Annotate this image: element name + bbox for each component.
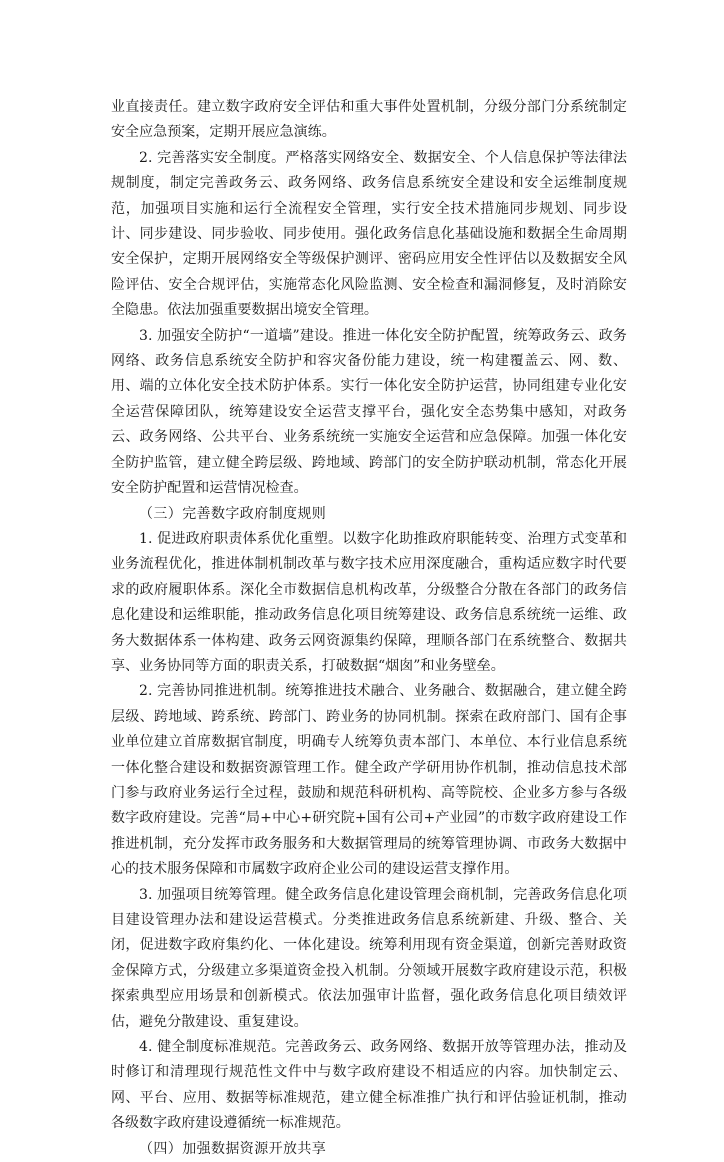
paragraph-item-3-security-wall: 3. 加强安全防护“一道墙”建设。推进一体化安全防护配置，统筹政务云、政务网络、政务信息系统安全防护和容灾备份能力建设，统一构建覆盖云、网、数、用、端的立体化安全技术防护体系。实行一体化安全防护运营，协同组建专业化安全运营保障团队，统筹建设安全运营支撑平台，强化安全态势集中感知，对政务云、政务网络、公共平台、业务系统统一实施安全运营和应急保障。加强一体化安全防护监管，建立健全跨层级、跨地域、跨部门的安全防护联动机制，常态化开展安全防护配置和运营情况检查。 — [111, 327, 627, 497]
paragraph-continuation: 业直接责任。建立数字政府安全评估和重大事件处置机制，分级分部门分系统制定安全应急预案，定期开展应急演练。 — [111, 99, 627, 141]
section-heading-4: （四）加强数据资源开放共享 — [139, 1140, 327, 1157]
document-body — [111, 95, 627, 1162]
paragraph-item-1-duty-system: 1. 促进政府职责体系优化重塑。以数字化助推政府职能转变、治理方式变革和业务流程优化，推进体制机制改革与数字技术应用深度融合，重构适应数字时代要求的政府履职体系。深化全市数据信息机构改革，分级整合分散在各部门的政务信息化建设和运维职能，推动政务信息化项目统筹建设、政务信息系统统一运维、政务大数据体系一体构建、政务云网资源集约保障，理顺各部门在系统整合、数据共享、业务协同等方面的职责关系，打破数据“烟囱”和业务壁垒。 — [111, 530, 627, 674]
section-heading-3: （三）完善数字政府制度规则 — [139, 505, 327, 522]
paragraph-item-3-project-management: 3. 加强项目统筹管理。健全政务信息化建设管理会商机制，完善政务信息化项目建设管理办法和建设运营模式。分类推进政务信息系统新建、升级、整合、关闭，促进数字政府集约化、一体化建设。统筹利用现有资金渠道，创新完善财政资金保障方式，分级建立多渠道资金投入机制。分领域开展数字政府建设示范，积极探索典型应用场景和创新模式。依法加强审计监督，强化政务信息化项目绩效评估，避免分散建设、重复建设。 — [111, 886, 627, 1030]
paragraph-item-4-standards: 4. 健全制度标准规范。完善政务云、政务网络、数据开放等管理办法，推动及时修订和清理现行规范性文件中与数字政府建设不相适应的内容。加快制定云、网、平台、应用、数据等标准规范，建立健全标准推广执行和评估验证机制，推动各级数字政府建设遵循统一标准规范。 — [111, 1039, 627, 1132]
paragraph-item-2-coordination: 2. 完善协同推进机制。统筹推进技术融合、业务融合、数据融合，建立健全跨层级、跨地域、跨系统、跨部门、跨业务的协同机制。探索在政府部门、国有企事业单位建立首席数据官制度，明确专人统筹负责本部门、本单位、本行业信息系统一体化整合建设和数据资源管理工作。健全政产学研用协作机制，推动信息技术部门参与政府业务运行全过程，鼓励和规范科研机构、高等院校、企业多方参与各级数字政府建设。完善“局+中心+研究院+国有公司+产业园”的市数字政府建设工作推进机制，充分发挥市政务服务和大数据管理局的统筹管理协调、市政务大数据中心的技术服务保障和市属数字政府企业公司的建设运营支撑作用。 — [111, 683, 627, 878]
paragraph-item-2-security-system: 2. 完善落实安全制度。严格落实网络安全、数据安全、个人信息保护等法律法规制度，制定完善政务云、政务网络、政务信息系统安全建设和安全运维制度规范，加强项目实施和运行全流程安全管理，实行安全技术措施同步规划、同步设计、同步建设、同步验收、同步使用。强化政务信息化基础设施和数据全生命周期安全保护，定期开展网络安全等级保护测评、密码应用安全性评估以及数据安全风险评估、安全合规评估，实施常态化风险监测、安全检查和漏洞修复，及时消除安全隐患。依法加强重要数据出境安全管理。 — [111, 149, 627, 319]
